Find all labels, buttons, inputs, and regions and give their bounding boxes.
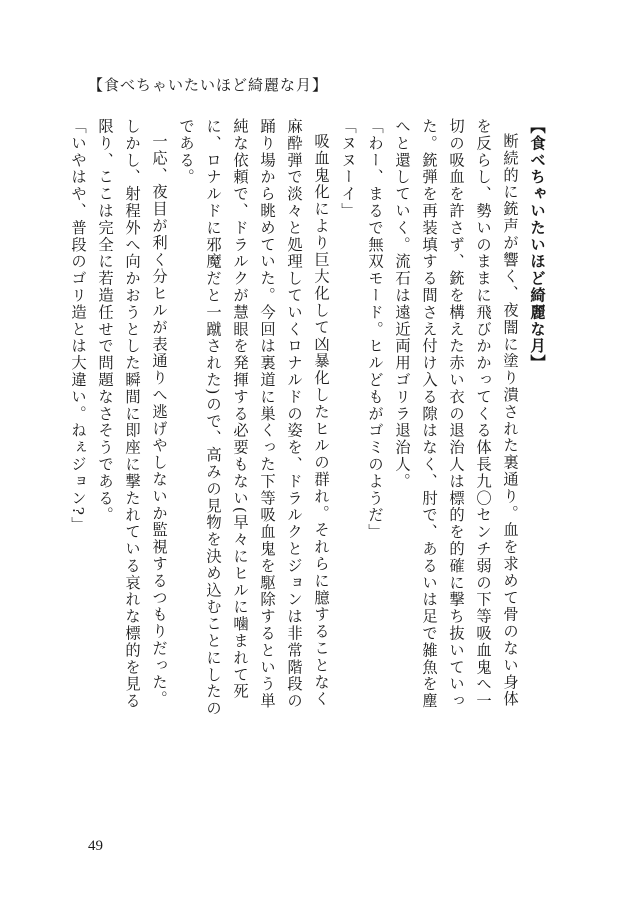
- body-text: [69, 118, 550, 718]
- dialogue-line: 「ヌヌーイ」: [339, 118, 357, 220]
- running-head: 【食べちゃいたいほど綺麗な月】: [88, 76, 329, 94]
- dialogue-line: 「いやはや、普段のゴリ造とは大違い。ねぇジョン?」: [69, 118, 87, 534]
- dialogue-line: 「わー、まるで無双モード。ヒルどもがゴミのようだ」: [366, 118, 384, 541]
- page-number: 49: [88, 838, 103, 854]
- chapter-heading: 【食べちゃいたいほど綺麗な月】: [528, 118, 546, 372]
- paragraph: 断続的に銃声が響く、夜闇に塗り潰された裏通り。血を求めて骨のない身体を反らし、勢いのままに飛びかかってくる体長九〇センチ弱の下等吸血鬼へ一切の吸血を許さず、銃を構えた赤い衣の退治人は標的を的確に撃ち抜いていった。銃弾を再装填する間さえ付け入る隙はなく、肘で、あるいは足で雑魚を塵へと還していく。流石は遠近両用ゴリラ退治人。: [393, 118, 519, 710]
- paragraph: 吸血鬼化により巨大化して凶暴化したヒルの群れ。それらに臆することなく麻酔弾で淡々と処理していくロナルドの姿を、ドラルクとジョンは非常階段の踊り場から眺めていた。今回は裏道に巣くった下等吸血鬼を駆除するという単純な依頼で、ドラルクが慧眼を発揮する必要もない(早々にヒルに噛まれて死に、ロナルドに邪魔だと一蹴された)ので、高みの見物を決め込むことにしたのである。: [177, 118, 330, 718]
- paragraph: 一応、夜目が利く分ヒルが表通りへ逃げやしないか監視するつもりだった。しかし、射程外へ向かおうとした瞬間に即座に撃たれている哀れな標的を見る限り、ここは完全に若造任せで問題なさそうである。: [96, 118, 168, 710]
